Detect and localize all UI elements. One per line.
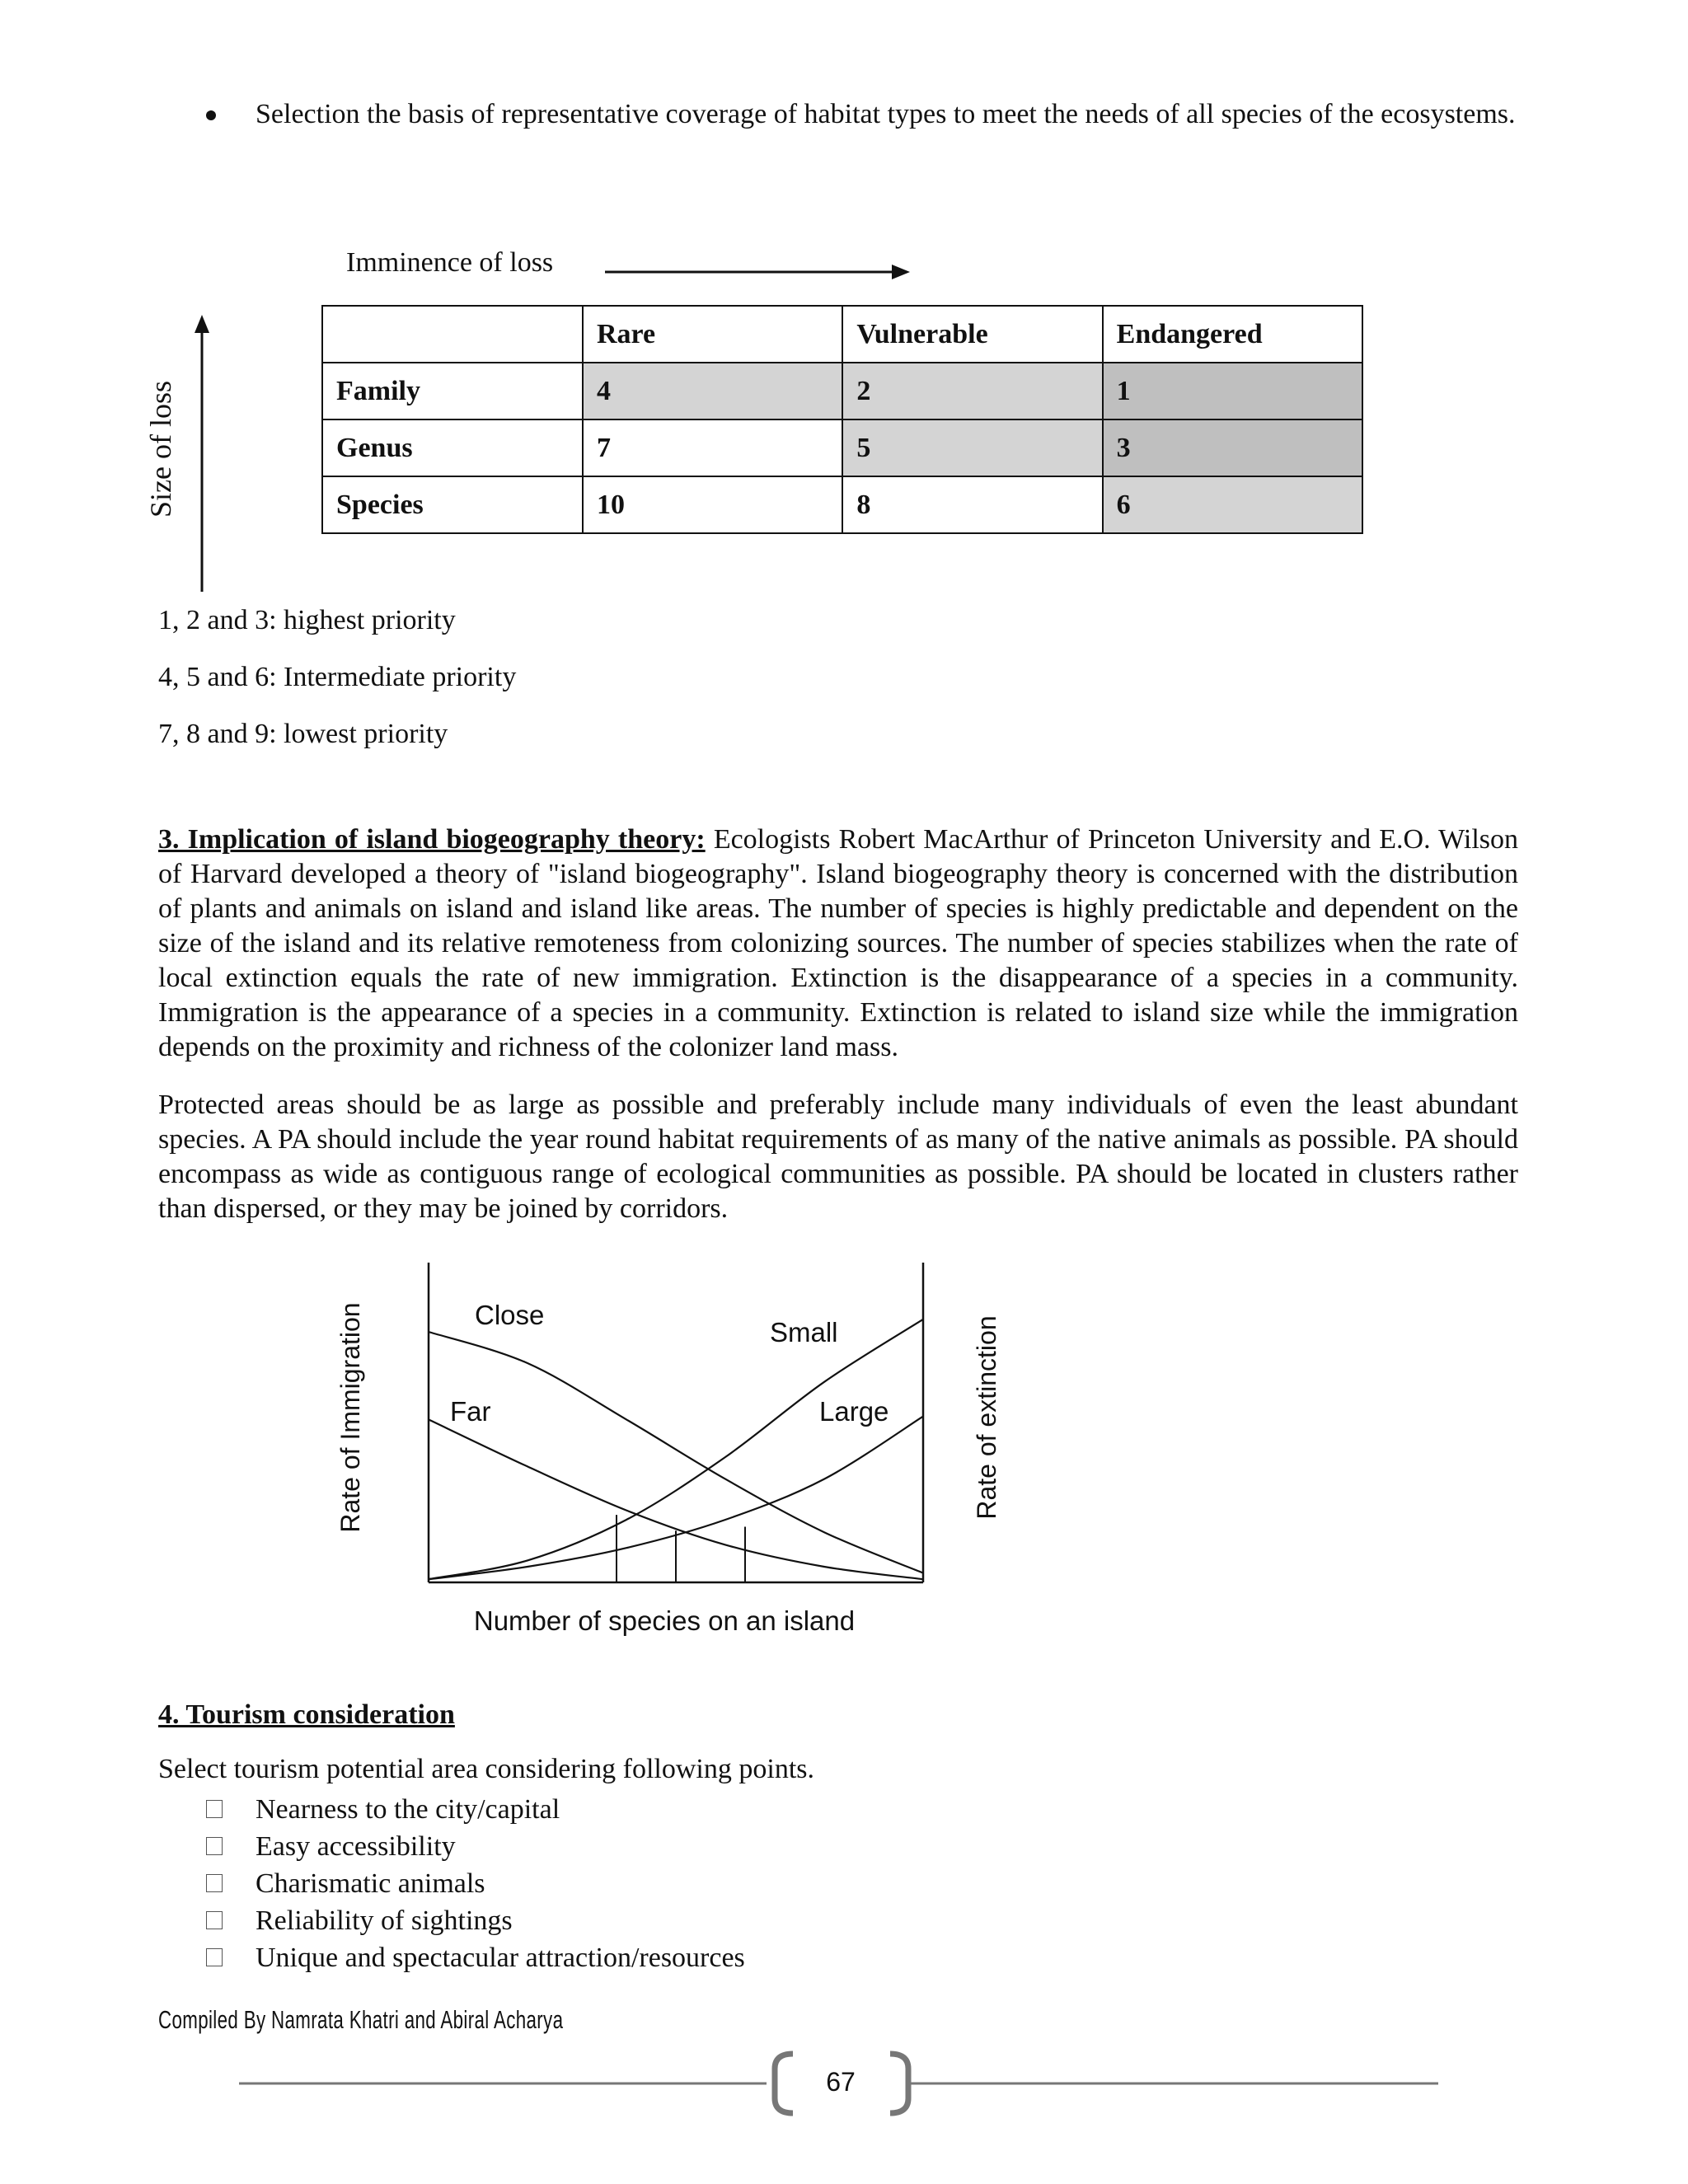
series-label-small: Small [770, 1317, 838, 1347]
tourism-list [0, 1791, 1071, 1976]
x-axis-arrow-icon [602, 255, 915, 288]
ylabel-right: Rate of extinction [972, 1315, 1001, 1520]
row-label: Species [322, 476, 583, 533]
section3-text: Ecologists Robert MacArthur of Princeton University and E.O. Wilson of Harvard developed a theory of "island biogeography". Island biogeography theory is concerned with the distribution of plants and animals on island and island like areas. The number of species is highly predictable and dependent on the size of the island and its relative remoteness from colonizing sources. The number of species stabilizes when the rate of local extinction equals the rate of new immigration. Extinction is the disappearance of a species in a community. Immigration is the appearance of a species in a community. Extinction is related to island size while the immigration depends on the proximity and richness of the colonizer land mass. [158, 824, 1518, 1062]
table-cell: 5 [842, 419, 1102, 476]
island-biogeography-chart [313, 1261, 1039, 1648]
series-label-far: Far [450, 1396, 491, 1427]
table-cell: 10 [583, 476, 842, 533]
priority-table [321, 305, 1363, 534]
legend-line: 4, 5 and 6: Intermediate priority [158, 662, 517, 692]
table-cell: 4 [583, 363, 842, 419]
table-cell: 2 [842, 363, 1102, 419]
row-label: Family [322, 363, 583, 419]
bullet-text: Selection the basis of representative coverage of habitat types to meet the needs of all species of the ecosystems. [256, 99, 1516, 129]
list-item: Easy accessibility [0, 1828, 1071, 1865]
table-header-row [322, 306, 1362, 363]
checkbox-icon [206, 1911, 223, 1929]
bullet-point-icon [206, 110, 216, 120]
y-axis-arrow-icon [190, 313, 214, 593]
list-item: Charismatic animals [0, 1865, 1071, 1902]
x-axis-label: Imminence of loss [346, 247, 554, 278]
checkbox-icon [206, 1874, 223, 1892]
section4-intro: Select tourism potential area considering following points. [158, 1754, 814, 1784]
footer-credit: Compiled By Namrata Khatri and Abiral Acharya [158, 2005, 564, 2034]
legend-line: 1, 2 and 3: highest priority [158, 605, 456, 635]
y-axis-label: Size of loss [144, 381, 177, 518]
table-cell: 7 [583, 419, 842, 476]
table-header-cell: Rare [583, 306, 842, 363]
checkbox-icon [206, 1837, 223, 1855]
ylabel-left: Rate of Immigration [335, 1302, 365, 1533]
list-item: Unique and spectacular attraction/resources [0, 1939, 1071, 1976]
page-number: 67 [826, 2067, 856, 2097]
section3-paragraph1 [158, 823, 1518, 1065]
priority-legend [158, 592, 516, 762]
table-header-cell [322, 306, 583, 363]
section4-heading: 4. Tourism consideration [158, 1699, 455, 1730]
list-item: Nearness to the city/capital [0, 1791, 1071, 1828]
series-label-large: Large [819, 1396, 889, 1427]
xlabel: Number of species on an island [473, 1605, 856, 1636]
table-header-cell: Vulnerable [842, 306, 1102, 363]
table-row [322, 419, 1362, 476]
checkbox-icon [206, 1800, 223, 1818]
table-cell: 6 [1103, 476, 1362, 533]
table-cell: 3 [1103, 419, 1362, 476]
table-row [322, 476, 1362, 533]
section3-heading: 3. Implication of island biogeography theory: [158, 824, 706, 855]
legend-line: 7, 8 and 9: lowest priority [158, 719, 448, 749]
table-cell: 8 [842, 476, 1102, 533]
checkbox-icon [206, 1948, 223, 1966]
section3-paragraph2: Protected areas should be as large as possible and preferably include many individuals of even the least abundant species. A PA should include the year round habitat requirements of as many of the native animals as possible. PA should encompass as wide as contiguous range of ecological communities as possible. PA should be located in clusters rather than dispersed, or they may be joined by corridors. [158, 1090, 1518, 1224]
series-label-close: Close [475, 1300, 545, 1330]
list-item: Reliability of sightings [0, 1902, 1071, 1939]
row-label: Genus [322, 419, 583, 476]
table-header-cell: Endangered [1103, 306, 1362, 363]
table-row [322, 363, 1362, 419]
table-cell: 1 [1103, 363, 1362, 419]
